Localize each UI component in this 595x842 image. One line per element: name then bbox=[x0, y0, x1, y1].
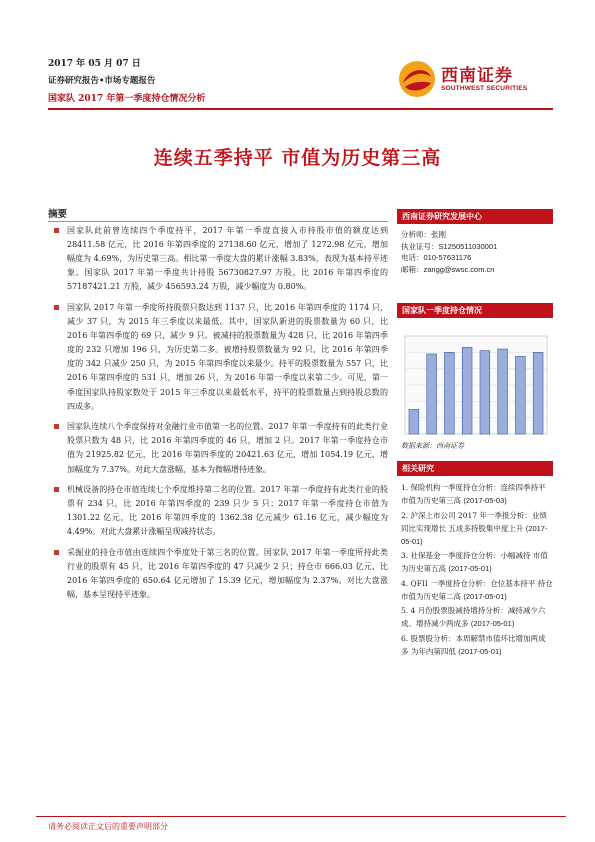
chart-bar bbox=[409, 410, 419, 435]
abstract-label: 摘要 bbox=[48, 209, 68, 220]
logo-name-cn: 西南证券 bbox=[441, 66, 513, 86]
chart-bar bbox=[498, 349, 508, 434]
license-number: 执业证号：S1250511030001 bbox=[401, 241, 498, 251]
company-logo bbox=[397, 57, 557, 101]
page-title: 连续五季持平 市值为历史第三高 bbox=[153, 147, 442, 169]
abstract-body bbox=[54, 224, 388, 609]
footer-divider bbox=[36, 816, 566, 817]
chart-bar bbox=[444, 352, 454, 434]
logo-name-en: SOUTHWEST SECURITIES bbox=[441, 85, 528, 92]
paragraph-text: 国家队连续八个季度保持对金融行业市值第一名的位置。2017 年第一季度持有的此类行业股票只数为 48 只，比 2016 年第四季度的 46 只，增加 2 只。2017 年第一季度持仓市值为 21925.82 亿元，比 2016 年第四季度的 20421.63 亿元，增加 1054.19 亿元，增加幅度为 7.37%。对此大盘涨幅，基本为微幅增持迹象。 bbox=[67, 422, 388, 474]
related-research-item[interactable]: 4. QFII 一季度持仓分析：仓位基本持平 持仓市值为历史第二高 (2017-05-01) bbox=[401, 578, 553, 601]
phone-number: 电话：010-57631176 bbox=[401, 253, 472, 262]
related-research-item[interactable]: 6. 股票股分析：本周解禁市值环比增加两成多 为年内第四低 (2017-05-01) bbox=[401, 633, 546, 656]
bullet-icon bbox=[54, 424, 59, 429]
footer-disclaimer: 请务必阅读正文后的重要声明部分 bbox=[48, 822, 168, 831]
related-research-list bbox=[401, 481, 553, 659]
paragraph-text: 国家队 2017 年第一季度所持股票只数达到 1137 只，比 2016 年第四季度的 1174 只，减少 37 只，为 2015 年三季度以来最低。其中，国家队新进的股票数量为 60 只，比 2016 年第四季度的 69 只，减少 9 只。被减持的股票数量为 428 只，比 2016 年第四季度的 232 只增加 196 只，为历史第二多。被增持股票数量为 92 只，比 2016 年第四季度的 342 只减少 250 只，为 2015 年第四季度以来最少。持平的股票数量为 557 只，比 2016 年第四季度的 531 只，增加 26 只，为 2016 年第一季度以来第二少。可见，第一季度国家队持股家数处于 2015 年三季度以来最低水平，持平的股票数量占到持股总数的四成多。 bbox=[67, 302, 388, 411]
abstract-paragraph bbox=[54, 301, 388, 414]
analyst-name: 分析师：张刚 bbox=[401, 230, 446, 239]
report-date: 2017 年 05 月 07 日 bbox=[48, 59, 141, 69]
chart-bar bbox=[427, 354, 437, 434]
chart-bar bbox=[515, 356, 525, 434]
abstract-paragraph bbox=[54, 224, 388, 294]
related-research-heading: 相关研究 bbox=[397, 461, 553, 476]
logo-mark-icon bbox=[397, 59, 437, 99]
chart-bar bbox=[462, 347, 472, 434]
related-research-item[interactable]: 3. 社保基金一季度持仓分析：小幅减持 市值为历史第五高 (2017-05-01) bbox=[401, 551, 548, 573]
header-divider bbox=[48, 108, 553, 110]
chart-bar bbox=[533, 352, 543, 434]
bullet-icon bbox=[54, 305, 59, 310]
bullet-icon bbox=[54, 487, 59, 492]
research-team-heading: 西南证券研究发展中心 bbox=[397, 209, 553, 224]
email-address: 邮箱：zangg@swsc.com.cn bbox=[401, 264, 495, 274]
related-research-item[interactable]: 2. 沪深上市公司 2017 年一季报分析：业绩同比实现增长 五成多持股集中度上升 (2017-05-01) bbox=[401, 510, 548, 546]
abstract-paragraph bbox=[54, 546, 388, 602]
bullet-icon bbox=[54, 550, 59, 555]
abstract-paragraph bbox=[54, 420, 388, 476]
chart-bar bbox=[480, 351, 490, 434]
related-research-panel bbox=[397, 461, 553, 476]
chart-source: 数据来源：西南证券 bbox=[401, 442, 464, 450]
report-type: 证券研究报告•市场专题报告 bbox=[48, 76, 156, 86]
report-subtitle: 国家队 2017 年第一季度持仓情况分析 bbox=[48, 94, 206, 104]
holdings-bar-chart bbox=[397, 330, 553, 440]
bullet-icon bbox=[54, 228, 59, 233]
abstract-paragraph bbox=[54, 483, 388, 539]
related-research-item[interactable]: 1. 保险机构一季度持仓分析：连续四季持平 市值为历史第三高 (2017-05-03) bbox=[401, 483, 546, 505]
related-research-item[interactable]: 5. 4 月份股票股减持增持分析：减持减少六成、增持减少两成多 (2017-05-01) bbox=[401, 606, 546, 628]
paragraph-text: 国家队此前曾连续四个季度持平，2017 年第一季度直接入市持股市值的额度达到 28411.58 亿元，比 2016 年第四季度的 27138.60 亿元，增加了 1272.98 亿元，增加幅度为 4.69%，为历史第三高。相比第一季度大盘的累计涨幅 3.83%，表现为基本持平迹象。国家队 2017 年第一季度共计持股 56730827.97 万股，比 2016 年第四季度的 57187421.21 万股，减少 456593.24 万股，减少幅度为 0.80%。 bbox=[67, 226, 388, 292]
paragraph-text: 机械设备的持仓市值连续七个季度维持第二名的位置。2017 年第一季度持有此类行业的股票有 234 只，比 2016 年第四季度的 239 只少 5 只；2017 年第一季度持仓市值为 1301.22 亿元，比 2016 年第四季度的 1362.38 亿元减少 61.16 亿元，减少幅度为 4.49%。对此大盘累计涨幅呈现减持状态。 bbox=[67, 485, 388, 537]
abstract-divider bbox=[48, 221, 388, 222]
paragraph-text: 采掘业的持仓市值由连续四个季度处于第三名的位置。国家队 2017 年第一季度所持此类行业的股票有 45 只，比 2016 年第四季度的 47 只减少 2 只；持仓市 666.03 亿元，比 2016 年第四季度的 650.64 亿元增加了 15.39 亿元，增加幅度为 2.37%。对比大盘涨幅，基本呈现持平迹象。 bbox=[67, 547, 388, 600]
research-team-panel bbox=[397, 209, 553, 275]
holdings-chart-heading: 国家队一季度持仓情况 bbox=[397, 303, 553, 318]
holdings-chart-panel bbox=[397, 303, 553, 318]
